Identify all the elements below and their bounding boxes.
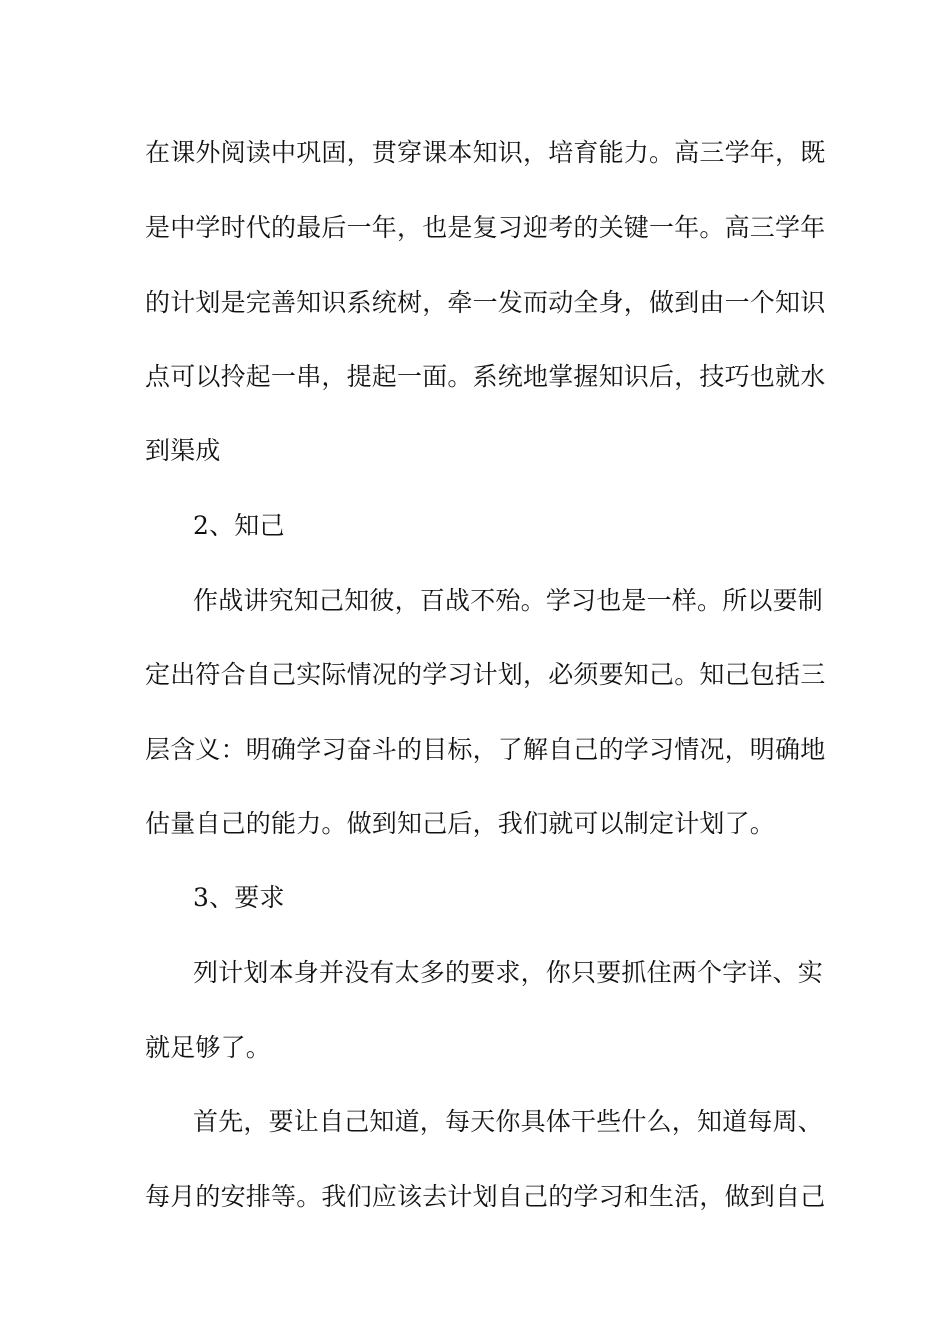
paragraph-line: 定出符合自己实际情况的学习计划，必须要知己。知己包括三: [145, 660, 826, 689]
paragraph-line: 在课外阅读中巩固，贯穿课本知识，培育能力。高三学年，既: [145, 138, 826, 167]
paragraph-line: 列计划本身并没有太多的要求，你只要抓住两个字详、实: [193, 958, 824, 987]
paragraph-line: 点可以拎起一串，提起一面。系统地掌握知识后，技巧也就水: [145, 362, 826, 391]
paragraph-line: 作战讲究知己知彼，百战不殆。学习也是一样。所以要制: [193, 586, 824, 615]
paragraph-line: 就足够了。: [145, 1033, 272, 1062]
paragraph-line: 估量自己的能力。做到知己后，我们就可以制定计划了。: [145, 809, 776, 838]
paragraph-line: 是中学时代的最后一年，也是复习迎考的关键一年。高三学年: [145, 213, 826, 242]
paragraph-line: 首先，要让自己知道，每天你具体干些什么，知道每周、: [193, 1107, 824, 1136]
section-heading: 3、要求: [193, 883, 285, 912]
paragraph-line: 层含义：明确学习奋斗的目标，了解自己的学习情况，明确地: [145, 735, 826, 764]
section-heading: 2、知己: [193, 511, 285, 540]
paragraph-line: 每月的安排等。我们应该去计划自己的学习和生活，做到自己: [145, 1182, 826, 1211]
paragraph-line: 的计划是完善知识系统树，牵一发而动全身，做到由一个知识: [145, 288, 826, 317]
paragraph-line: 到渠成: [145, 436, 221, 465]
